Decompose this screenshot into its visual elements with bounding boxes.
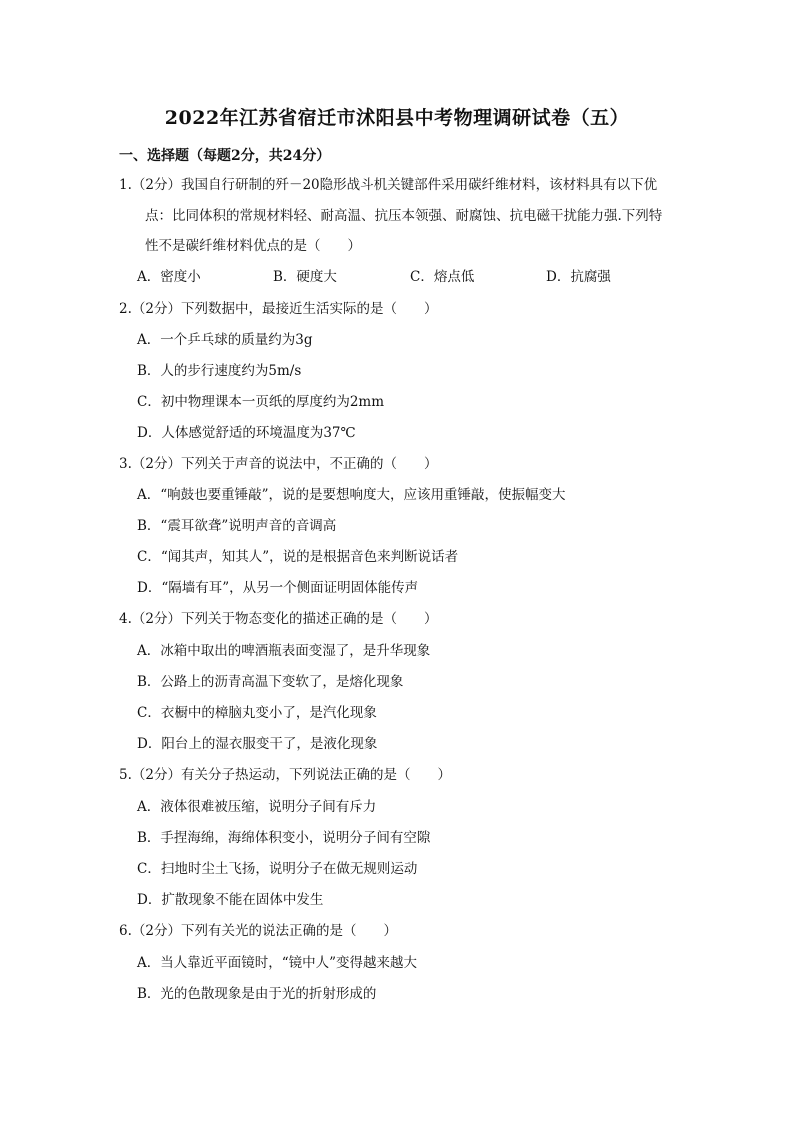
q1-option-d: D．抗腐强 bbox=[546, 269, 611, 285]
q2-option-b: B．人的步行速度约为5m/s bbox=[137, 363, 302, 379]
q5-option-a: A．液体很难被压缩，说明分子间有斥力 bbox=[137, 799, 377, 815]
q5-option-c: C．扫地时尘土飞扬，说明分子在做无规则运动 bbox=[137, 861, 418, 877]
q2-option-a: A．一个乒乓球的质量约为3g bbox=[137, 332, 313, 348]
q4-option-b: B．公路上的沥青高温下变软了，是熔化现象 bbox=[137, 674, 404, 690]
exam-title: 2022年江苏省宿迁市沭阳县中考物理调研试卷（五） bbox=[164, 107, 630, 129]
q6-option-a: A．当人靠近平面镜时，“镜中人”变得越来越大 bbox=[137, 955, 418, 971]
section-heading: 一、选择题（每题2分，共24分） bbox=[119, 148, 331, 164]
q3-line-1: 3.（2分）下列关于声音的说法中，不正确的（ ） bbox=[119, 456, 438, 472]
q4-option-c: C．衣橱中的樟脑丸变小了，是汽化现象 bbox=[137, 705, 377, 721]
q3-option-c: C．“闻其声，知其人”，说的是根据音色来判断说话者 bbox=[137, 549, 459, 565]
q3-option-a: A．“响鼓也要重锤敲”，说的是要想响度大，应该用重锤敲，使振幅变大 bbox=[137, 487, 566, 503]
q1-line-1: 1.（2分）我国自行研制的歼－20隐形战斗机关键部件采用碳纤维材料，该材料具有以下优 bbox=[119, 177, 658, 193]
q4-option-a: A．冰箱中取出的啤酒瓶表面变湿了，是升华现象 bbox=[137, 643, 431, 659]
q2-option-d: D．人体感觉舒适的环境温度为37℃ bbox=[137, 425, 356, 441]
q1-option-c: C．熔点低 bbox=[410, 269, 475, 285]
q1-line-2: 点：比同体积的常规材料轻、耐高温、抗压本领强、耐腐蚀、抗电磁干扰能力强.下列特 bbox=[145, 208, 663, 224]
q1-option-a: A．密度小 bbox=[137, 269, 201, 285]
q6-line-1: 6.（2分）下列有关光的说法正确的是（ ） bbox=[119, 923, 397, 939]
q4-option-d: D．阳台上的湿衣服变干了，是液化现象 bbox=[137, 736, 378, 752]
q1-line-3: 性不是碳纤维材料优点的是（ ） bbox=[145, 238, 361, 254]
q6-option-b: B．光的色散现象是由于光的折射形成的 bbox=[137, 986, 377, 1002]
q1-option-b: B．硬度大 bbox=[273, 269, 337, 285]
q5-line-1: 5.（2分）有关分子热运动，下列说法正确的是（ ） bbox=[119, 767, 451, 783]
q3-option-b: B．“震耳欲聋”说明声音的音调高 bbox=[137, 518, 337, 534]
q5-option-b: B．手捏海绵，海绵体积变小，说明分子间有空隙 bbox=[137, 830, 431, 846]
q4-line-1: 4.（2分）下列关于物态变化的描述正确的是（ ） bbox=[119, 611, 438, 627]
q3-option-d: D．“隔墙有耳”，从另一个侧面证明固体能传声 bbox=[137, 580, 419, 596]
q2-line-1: 2.（2分）下列数据中，最接近生活实际的是（ ） bbox=[119, 301, 438, 317]
q2-option-c: C．初中物理课本一页纸的厚度约为2mm bbox=[137, 394, 385, 410]
q5-option-d: D．扩散现象不能在固体中发生 bbox=[137, 892, 324, 908]
